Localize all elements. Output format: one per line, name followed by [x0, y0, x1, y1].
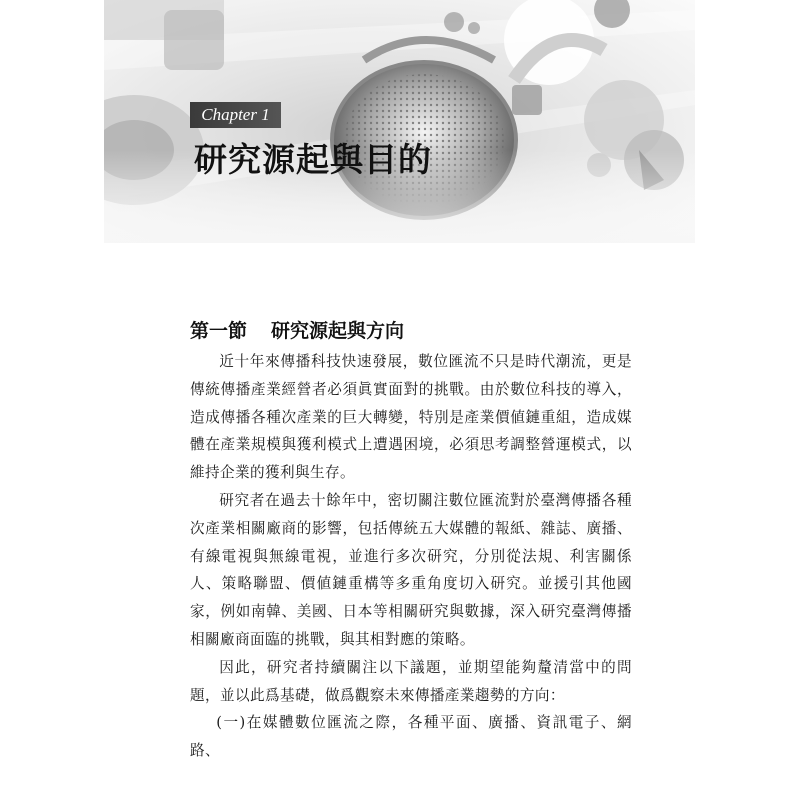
list-item: (一)在媒體數位匯流之際，各種平面、廣播、資訊電子、網路、 [190, 714, 632, 760]
chapter-label: Chapter 1 [190, 102, 281, 128]
section-heading [190, 316, 404, 343]
section-number: 第一節 [190, 320, 248, 342]
paragraph: 研究者在過去十餘年中，密切關注數位匯流對於臺灣傳播各種次產業相關廠商的影響，包括傳統五大媒體的報紙、雜誌、廣播、有線電視與無線電視，並進行多次研究，分別從法規、利害關係人、策略聯盟、價値鏈重構等多重角度切入研究。並援引其他國家，例如南韓、美國、日本等相關研究與數據，深入研究臺灣傳播相關廠商面臨的挑戰，與其相對應的策略。 [190, 491, 632, 648]
chapter-title: 研究源起與目的 [194, 140, 432, 179]
paragraph: 近十年來傳播科技快速發展，數位匯流不只是時代潮流，更是傳統傳播產業經營者必須眞實面對的挑戰。由於數位科技的導入，造成傳播各種次產業的巨大轉變，特別是產業價値鏈重組，造成媒體在產業規模與獲利模式上遭遇困境，必須思考調整營運模式，以維持企業的獲利與生存。 [190, 353, 632, 482]
body-text [190, 348, 632, 765]
section-title: 研究源起與方向 [271, 320, 405, 342]
paragraph: 因此，研究者持續關注以下議題，並期望能夠釐清當中的問題，並以此爲基礎，做爲觀察未來傳播產業趨勢的方向： [190, 658, 632, 704]
